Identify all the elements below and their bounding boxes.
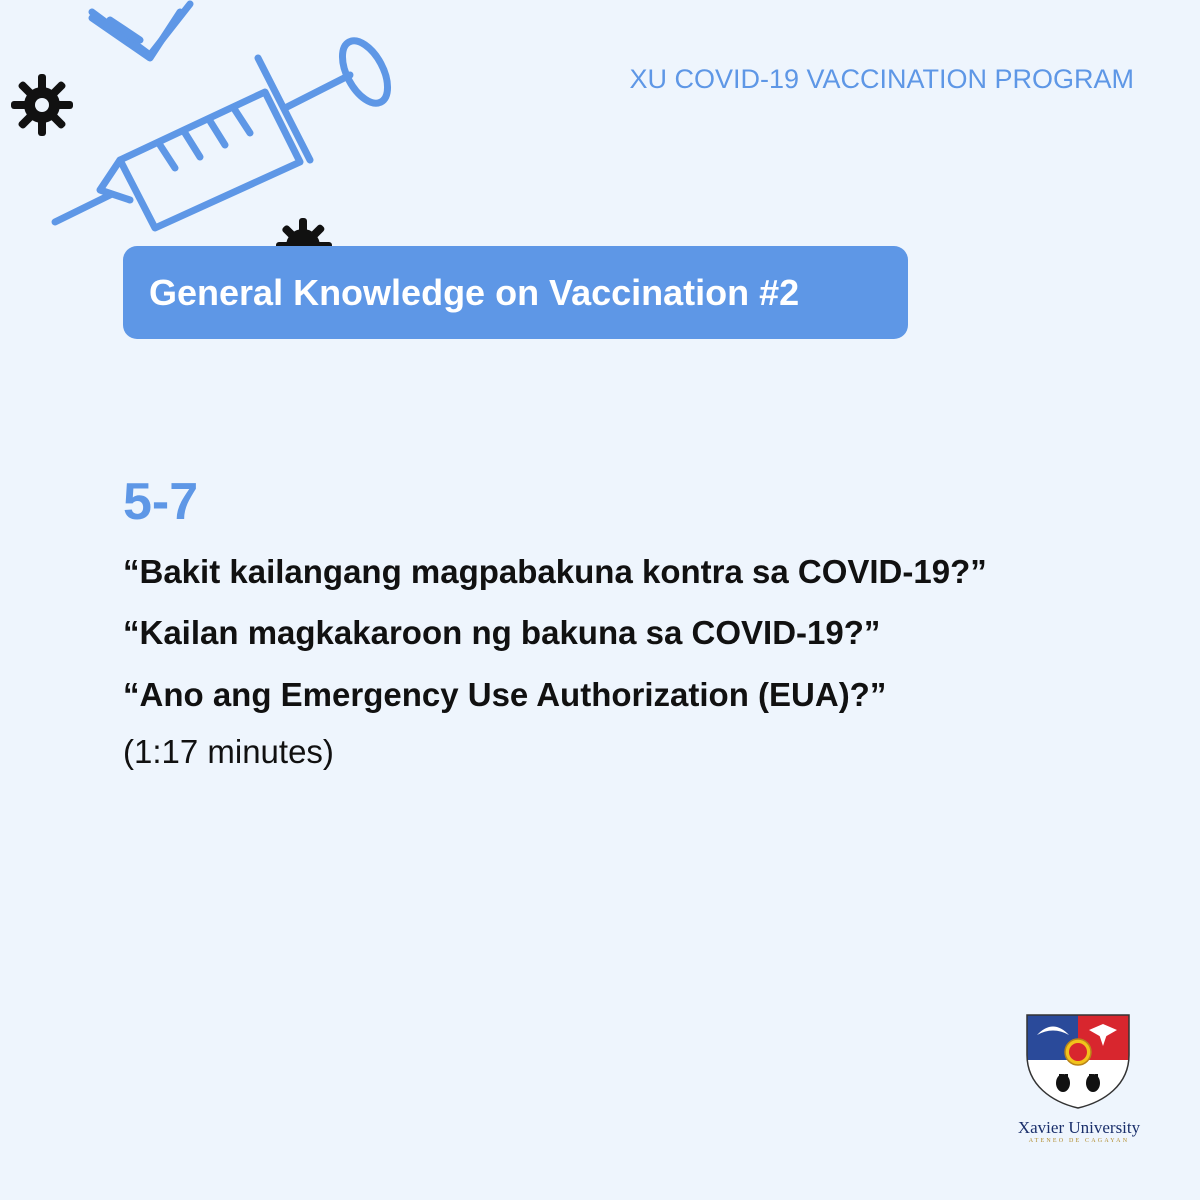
question-3: “Ano ang Emergency Use Authorization (EUA)?” <box>123 676 887 713</box>
question-2: “Kailan magkakaroon ng bakuna sa COVID-19?” <box>123 614 881 651</box>
doodle-decoration <box>0 0 420 260</box>
university-name: Xavier University <box>1017 1118 1141 1137</box>
university-subtitle: ATENEO DE CAGAYAN <box>1028 1138 1130 1144</box>
video-duration: (1:17 minutes) <box>123 733 334 770</box>
topic-banner-title: General Knowledge on Vaccination #2 <box>149 271 800 313</box>
program-title: XU COVID-19 VACCINATION PROGRAM <box>629 64 1134 94</box>
episode-number: 5-7 <box>123 473 199 531</box>
checkbox-icon <box>92 4 190 58</box>
topic-banner <box>123 246 908 339</box>
syringe-icon <box>55 34 397 228</box>
university-seal-icon <box>1019 1010 1139 1110</box>
question-1: “Bakit kailangang magpabakuna kontra sa COVID-19?” <box>123 553 987 590</box>
virus-icon <box>11 74 73 136</box>
university-logo <box>1014 1010 1144 1145</box>
